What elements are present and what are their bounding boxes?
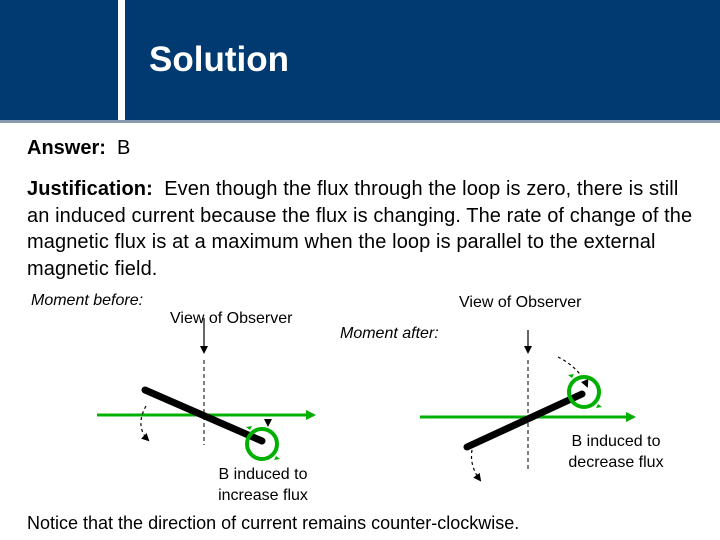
slide-title: Solution [149, 40, 289, 79]
notice-text: Notice that the direction of current remains counter-clockwise. [27, 513, 520, 533]
induced-label-after-line2: decrease flux [568, 454, 664, 471]
observer-label-after: View of Observer [459, 294, 582, 311]
before-diagram [97, 318, 314, 460]
rotation-arrow-after-bottom [471, 450, 480, 480]
moment-after-label: Moment after: [340, 325, 439, 342]
observer-label-before: View of Observer [170, 310, 293, 327]
induced-label-before-line1: B induced to [218, 466, 308, 483]
induced-label-after [560, 431, 672, 473]
justification-text: Even though the flux through the loop is zero, there is still an induced current because the flux is changing. The rate of change of the magnetic flux is at a maximum when the loop is parallel to the external magnetic field. [27, 178, 693, 280]
justification-label: Justification: [27, 178, 153, 200]
induced-label-before [209, 464, 317, 506]
rotation-arrow-before [141, 406, 148, 440]
induced-label-after-line1: B induced to [571, 433, 661, 450]
moment-before-label: Moment before: [31, 292, 144, 309]
induced-label-before-line2: increase flux [218, 487, 308, 504]
answer-label: Answer: [27, 137, 106, 159]
answer-value: B [117, 137, 131, 159]
